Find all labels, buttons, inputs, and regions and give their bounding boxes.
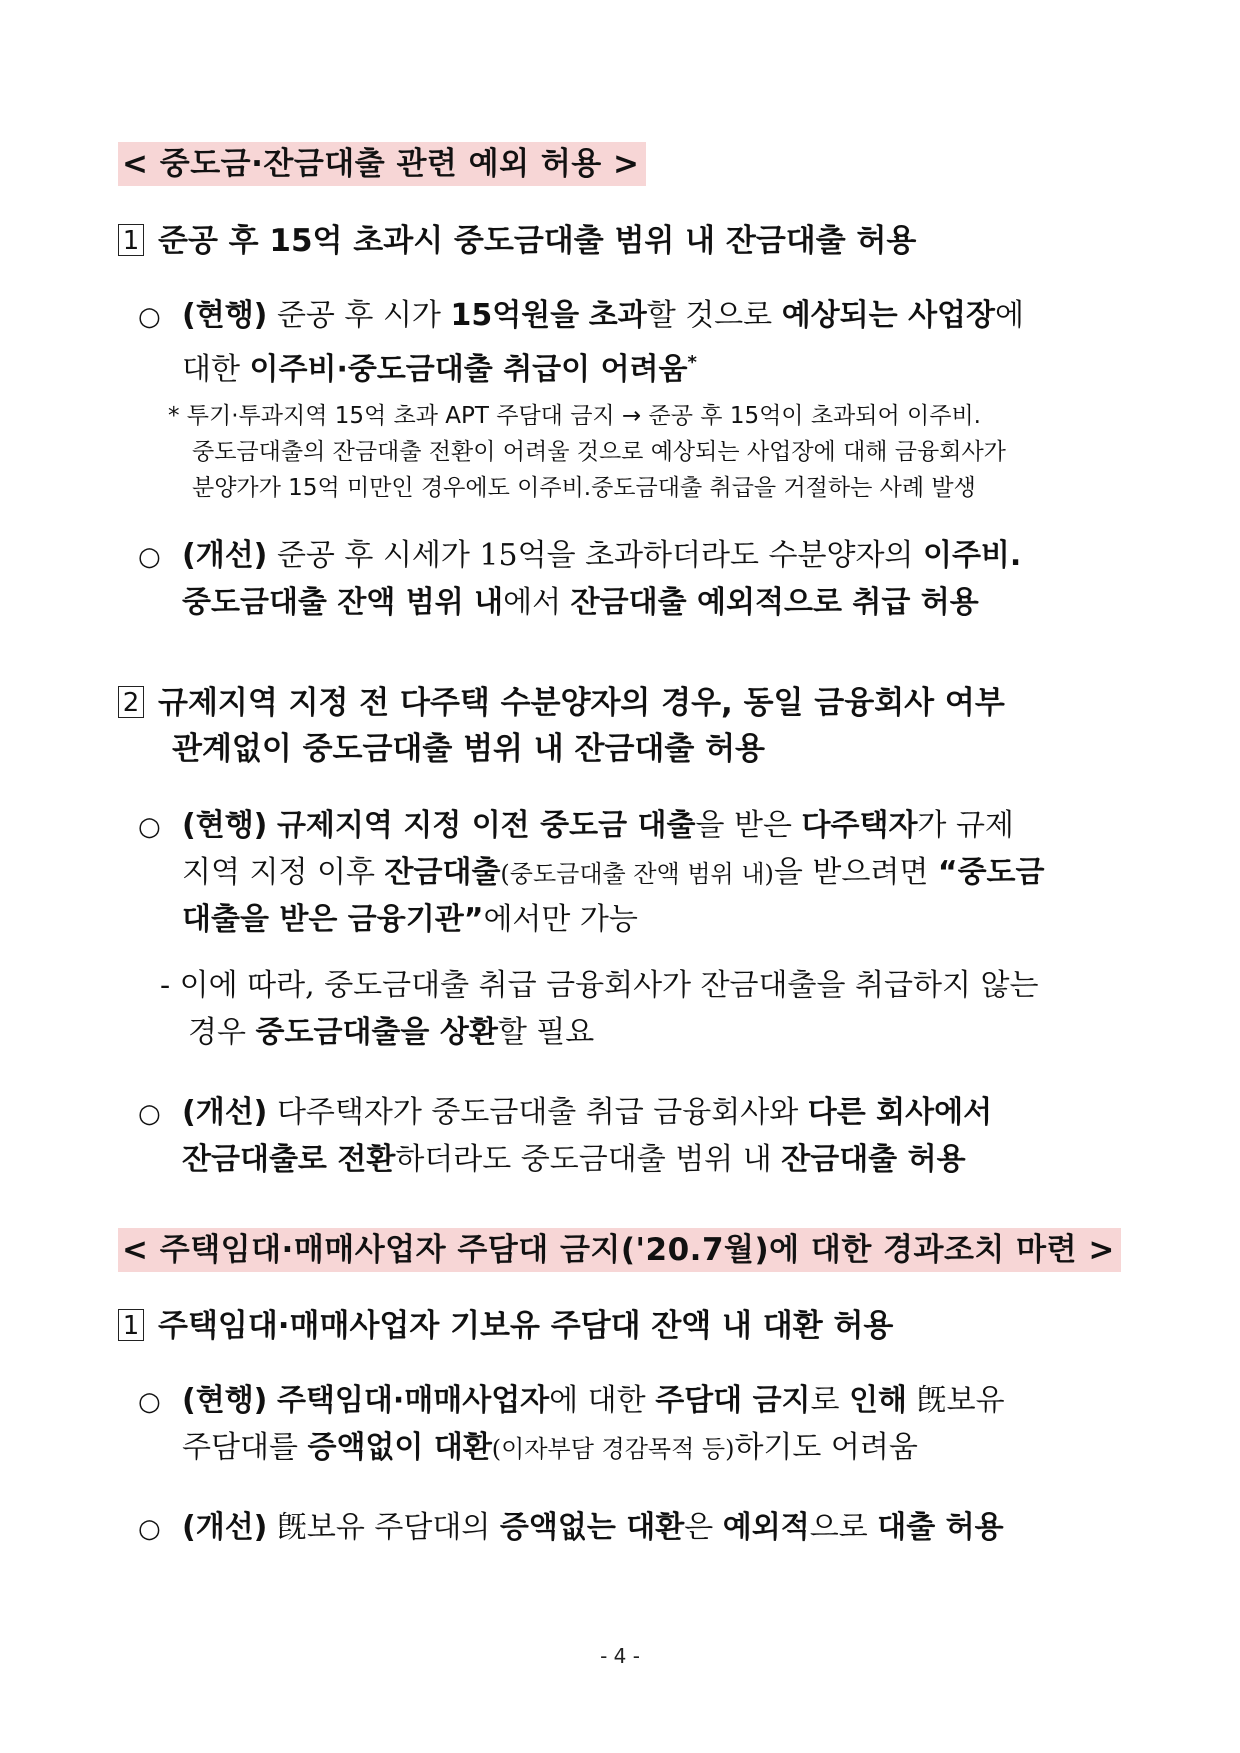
item-number-box: 1 <box>118 224 144 256</box>
current-label: (현행) <box>182 1383 268 1418</box>
section-header-1 <box>118 142 646 186</box>
current-line-1 <box>138 293 1024 340</box>
sub-line-1 <box>160 963 1038 1009</box>
item-1-title <box>118 1303 893 1349</box>
bullet-circle: ○ <box>138 1387 161 1417</box>
improve-label: (개선) <box>182 538 268 573</box>
section-header-2-text: < 주택임대·매매사업자 주담대 금지('20.7월)에 대한 경과조치 마련 > <box>122 1232 1115 1268</box>
text-span-bold: 이주비. <box>922 538 1022 573</box>
text-span-bold: 잔금대출 <box>384 855 501 890</box>
item-title-text: 준공 후 15억 초과시 중도금대출 범위 내 잔금대출 허용 <box>158 223 917 259</box>
text-span: 을 받은 <box>695 808 792 843</box>
improve-line-1 <box>138 533 1021 580</box>
text-span-bold: 초과 <box>588 298 647 333</box>
current-line-1 <box>138 803 1014 850</box>
note-text: 중도금대출의 잔금대출 전환이 어려울 것으로 예상되는 사업장에 대해 금융회사가 <box>192 439 1006 465</box>
improve-label: (개선) <box>182 1095 268 1130</box>
current-label: (현행) <box>182 298 268 333</box>
text-span-bold: 15억원을 <box>450 298 580 333</box>
text-span-bold: 잔금대출 허용 <box>781 1142 966 1177</box>
item-2-title-line-1 <box>118 680 1005 726</box>
bullet-circle: ○ <box>138 302 161 332</box>
text-span-bold: 잔금대출 예외적으로 취급 허용 <box>570 585 979 620</box>
item-title-text: 주택임대·매매사업자 기보유 주담대 잔액 내 대환 허용 <box>158 1308 894 1344</box>
text-span-bold: 증액없이 대환 <box>307 1430 492 1465</box>
text-span: 할 것으로 <box>646 298 773 333</box>
bullet-circle: ○ <box>138 1514 161 1544</box>
page-number-text: - 4 - <box>600 1644 640 1668</box>
text-span-bold: 주택임대·매매사업자 <box>276 1383 550 1418</box>
item-1-title <box>118 218 916 264</box>
text-span: 으로 <box>809 1510 868 1545</box>
current-line-1 <box>138 1378 1005 1425</box>
text-span: 다주택자가 중도금대출 취급 금융회사와 <box>276 1095 799 1130</box>
sub-line-2 <box>188 1010 594 1056</box>
text-span-bold: 중도금대출을 상환 <box>255 1015 498 1050</box>
improve-line-2 <box>182 1137 966 1183</box>
text-span-bold: 이주비·중도금대출 취급이 어려움 <box>249 352 688 387</box>
text-span: 경우 <box>188 1015 246 1050</box>
text-span: 하더라도 중도금대출 범위 내 <box>395 1142 772 1177</box>
text-span-bold: 다른 회사에서 <box>807 1095 993 1130</box>
item-title-text: 규제지역 지정 전 다주택 수분양자의 경우, 동일 금융회사 여부 <box>158 685 1005 721</box>
text-span: 旣보유 <box>916 1383 1005 1418</box>
text-span: 주담대를 <box>182 1430 298 1465</box>
text-span: - 이에 따라, 중도금대출 취급 금융회사가 잔금대출을 취급하지 않는 <box>160 968 1039 1003</box>
text-span-bold: 다주택자 <box>801 808 918 843</box>
text-span: 을 받으려면 <box>773 855 929 890</box>
current-line-2 <box>182 340 697 393</box>
note-line-2 <box>192 434 1006 470</box>
text-span: 에 <box>995 298 1024 333</box>
text-span: 旣보유 주담대의 <box>276 1510 491 1545</box>
text-span-bold: 예외적 <box>722 1510 810 1545</box>
text-span: 은 <box>684 1510 714 1545</box>
text-span: 준공 후 시가 <box>276 298 441 333</box>
bullet-circle: ○ <box>138 812 161 842</box>
text-span-bold: 중도금대출 잔액 범위 내 <box>182 585 504 620</box>
text-span: 에 대한 <box>549 1383 646 1418</box>
note-text: * 투기·투과지역 15억 초과 APT 주담대 금지 → 준공 후 15억이 초과되어 이주비. <box>168 403 981 429</box>
item-2-title-line-2 <box>172 726 765 772</box>
text-span-bold: 예상되는 사업장 <box>781 298 996 333</box>
text-span-bold: 주담대 금지 <box>655 1383 811 1418</box>
item-title-text: 관계없이 중도금대출 범위 내 잔금대출 허용 <box>172 731 765 767</box>
text-span: 하기도 어려움 <box>734 1430 918 1465</box>
current-line-3 <box>182 897 638 943</box>
text-span-small: (이자부담 경감목적 등) <box>491 1435 735 1463</box>
note-line-1 <box>168 398 981 434</box>
text-span-bold: “중도금 <box>937 855 1045 890</box>
text-span-bold: 잔금대출로 전환 <box>182 1142 396 1177</box>
improve-line-1 <box>138 1505 1004 1552</box>
text-span: 로 <box>810 1383 840 1418</box>
text-span: 대한 <box>182 352 240 387</box>
note-line-3 <box>192 470 976 506</box>
improve-line-1 <box>138 1090 992 1137</box>
text-span-bold: 대출 허용 <box>877 1510 1004 1545</box>
current-label: (현행) <box>182 808 268 843</box>
text-span: 에서만 가능 <box>483 902 638 937</box>
current-line-2 <box>182 1425 918 1472</box>
text-span-bold: 증액없는 대환 <box>499 1510 685 1545</box>
item-number-box: 2 <box>118 686 144 718</box>
note-text: 분양가가 15억 미만인 경우에도 이주비.중도금대출 취급을 거절하는 사례 발생 <box>192 475 976 501</box>
text-span-bold: 대출을 받은 금융기관” <box>182 902 484 937</box>
section-header-1-text: < 중도금·잔금대출 관련 예외 허용 > <box>122 146 640 182</box>
footnote-marker: * <box>687 352 697 373</box>
text-span: 에서 <box>503 585 562 620</box>
text-span-bold: 인해 <box>849 1383 908 1418</box>
current-line-2 <box>182 850 1045 897</box>
page-number <box>0 1644 1240 1668</box>
text-span: 가 규제 <box>917 808 1014 843</box>
item-number-box: 1 <box>118 1309 144 1341</box>
text-span-bold: 규제지역 지정 이전 중도금 대출 <box>276 808 696 843</box>
section-header-2 <box>118 1228 1121 1272</box>
text-span-small: (중도금대출 잔액 범위 내) <box>500 860 774 888</box>
improve-line-2 <box>182 580 979 626</box>
text-span: 할 필요 <box>497 1015 595 1050</box>
text-span: 준공 후 시세가 15억을 초과하더라도 수분양자의 <box>276 538 914 573</box>
text-span: 지역 지정 이후 <box>182 855 375 890</box>
bullet-circle: ○ <box>138 542 161 572</box>
bullet-circle: ○ <box>138 1099 161 1129</box>
improve-label: (개선) <box>182 1510 268 1545</box>
